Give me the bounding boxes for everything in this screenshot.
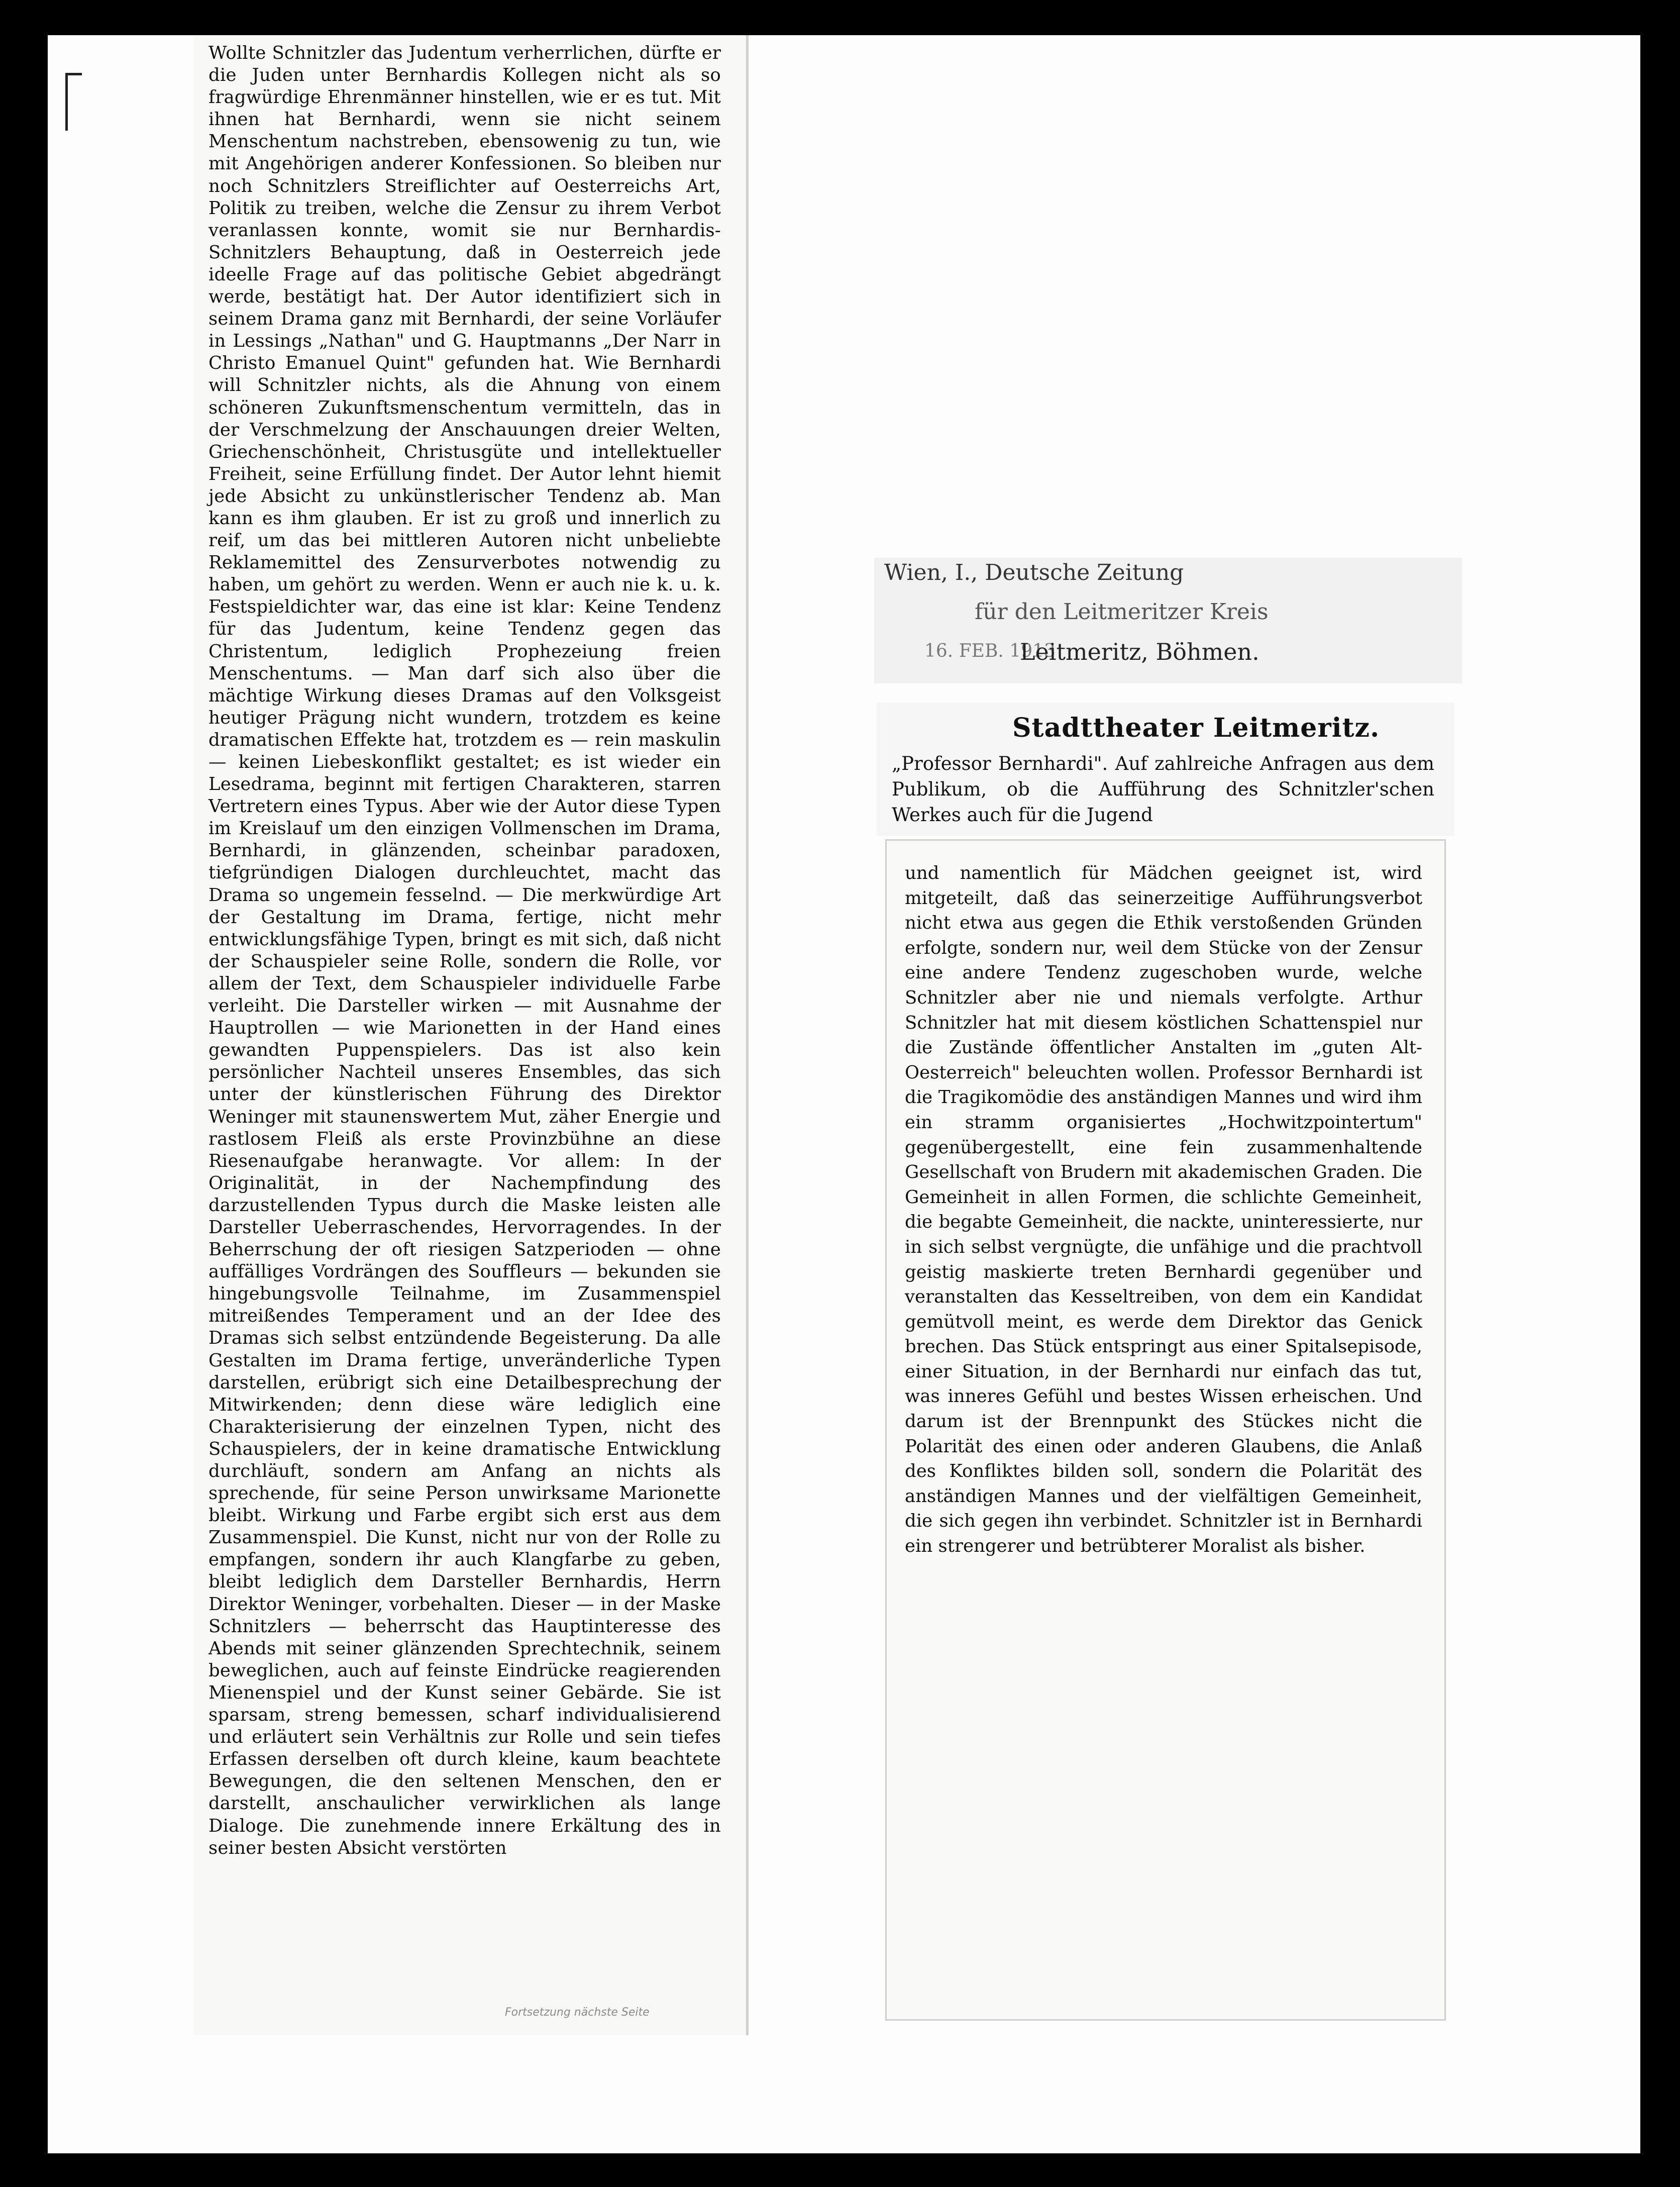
right-clipping-top	[877, 703, 1454, 836]
left-clipping	[193, 35, 749, 2035]
crop-corner-mark	[65, 73, 82, 131]
article-heading: Stadttheater Leitmeritz.	[1012, 713, 1380, 743]
right-clipping-body	[885, 839, 1446, 2021]
stamp-line-3: Leitmeritz, Böhmen.	[1020, 638, 1259, 665]
stamp-line-2: für den Leitmeritzer Kreis	[975, 599, 1269, 625]
stamp-date: 16. FEB. 1913	[924, 641, 1056, 661]
left-column-text: Wollte Schnitzler das Judentum verherrlichen, dürfte er die Juden unter Bernhardis Kollegen nicht als so fragwürdige Ehrenmänner hinstellen, wie er es tut. Mit ihnen hat Bernhardi, wenn sie nicht seinem Menschentum nachstreben, ebensowenig zu tun, wie mit Angehörigen anderer Konfessionen. So bleiben nur noch Schnitzlers Streiflichter auf Oesterreichs Art, Politik zu treiben, welche die Zensur zu ihrem Verbot veranlassen konnte, womit sie nur Bernhardis-Schnitzlers Behauptung, daß in Oesterreich jede ideelle Frage auf das politische Gebiet abgedrängt werde, bestätigt hat. Der Autor identifiziert sich in seinem Drama ganz mit Bernhardi, der seine Vorläufer in Lessings „Nathan" und G. Hauptmanns „Der Narr in Christo Emanuel Quint" gefunden hat. Wie Bernhardi will Schnitzler nichts, als die Ahnung von einem schöneren Zukunftsmenschentum vermitteln, das in der Verschmelzung der Anschauungen dreier Welten, Griechenschönheit, Christusgüte und intellektueller Freiheit, seine Erfüllung findet. Der Autor lehnt hiemit jede Absicht zu unkünstlerischer Tendenz ab. Man kann es ihm glauben. Er ist zu groß und innerlich zu reif, um das bei mittleren Autoren nicht unbeliebte Reklamemittel des Zensurverbotes notwendig zu haben, um gehört zu werden. Wenn er auch nie k. u. k. Festspieldichter war, das eine ist klar: Keine Tendenz für das Judentum, keine Tendenz gegen das Christentum, lediglich Prophezeiung freien Menschentums. — Man darf sich also über die mächtige Wirkung dieses Dramas auf den Volksgeist heutiger Prägung nicht wundern, trotzdem es keine dramatischen Effekte hat, trotzdem es — rein maskulin — keinen Liebeskonflikt gestaltet; es ist wieder ein Lesedrama, beginnt mit fertigen Charakteren, starren Vertretern eines Typus. Aber wie der Autor diese Typen im Kreislauf um den einzigen Vollmenschen im Drama, Bernhardi, in glänzenden, scheinbar paradoxen, tiefgründigen Dialogen durchleuchtet, macht das Drama so ungemein fesselnd. — Die merkwürdige Art der Gestaltung im Drama, fertige, nicht mehr entwicklungsfähige Typen, bringt es mit sich, daß nicht der Schauspieler seine Rolle, sondern die Rolle, vor allem der Text, dem Schauspieler individuelle Farbe verleiht. Die Darsteller wirken — mit Ausnahme der Hauptrollen — wie Marionetten in der Hand eines gewandten Puppenspielers. Das ist also kein persönlicher Nachteil unseres Ensembles, das sich unter der künstlerischen Führung des Direktor Weninger mit staunenswertem Mut, zäher Energie und rastlosem Fleiß als erste Provinzbühne an diese Riesenaufgabe heranwagte. Vor allem: In der Originalität, in der Nachempfindung des darzustellenden Typus durch die Maske leisten alle Darsteller Ueberraschendes, Hervorragendes. In der Beherrschung der oft riesigen Satzperioden — ohne auffälliges Vordrängen des Souffleurs — bekunden sie hingebungsvolle Teilnahme, im Zusammenspiel mitreißendes Temperament und an der Idee des Dramas sich selbst entzündende Begeisterung. Da alle Gestalten im Drama fertige, unveränderliche Typen darstellen, erübrigt sich eine Detailbesprechung der Mitwirkenden; denn diese wäre lediglich eine Charakterisierung der einzelnen Typen, nicht des Schauspielers, der in keine dramatische Entwicklung durchläuft, sondern am Anfang an nichts als sprechende, für seine Person unwirksame Marionette bleibt. Wirkung und Farbe ergibt sich erst aus dem Zusammenspiel. Die Kunst, nicht nur von der Rolle zu empfangen, sondern ihr auch Klangfarbe zu geben, bleibt lediglich dem Darsteller Bernhardis, Herrn Direktor Weninger, vorbehalten. Dieser — in der Maske Schnitzlers — beherrscht das Hauptinteresse des Abends mit seiner glänzenden Sprechtechnik, seinem beweglichen, auch auf feinste Eindrücke reagierenden Mienenspiel und der Kunst seiner Gebärde. Sie ist sparsam, streng bemessen, scharf individualisierend und erläutert sein Verhältnis zur Rolle und sein tiefes Erfassen derselben oft durch kleine, kaum beachtete Bewegungen, die den seltenen Menschen, den er darstellt, anschaulicher verwirklichen als lange Dialoge. Die zunehmende innere Erkältung des in seiner besten Absicht verstörten	[208, 43, 721, 1858]
pencil-note: Fortsetzung nächste Seite	[505, 2006, 650, 2019]
stamp-line-1: Wien, I., Deutsche Zeitung	[884, 560, 1184, 585]
newspaper-stamp	[874, 558, 1462, 683]
article-intro: „Professor Bernhardi". Auf zahlreiche Anfragen aus dem Publikum, ob die Aufführung des Schnitzler'schen Werkes auch für die Jugend	[892, 753, 1434, 826]
article-body: und namentlich für Mädchen geeignet ist, wird mitgeteilt, daß das seinerzeitige Aufführungsverbot nicht etwa aus gegen die Ethik verstoßenden Gründen erfolgte, sondern nur, weil dem Stücke von der Zensur eine andere Tendenz zugeschoben wurde, welche Schnitzler aber nie und niemals verfolgte. Arthur Schnitzler hat mit diesem köstlichen Schattenspiel nur die Zustände öffentlicher Anstalten im „guten Alt-Oesterreich" beleuchten wollen. Professor Bernhardi ist die Tragikomödie des anständigen Mannes und wird ihm ein stramm organisiertes „Hochwitzpointertum" gegenübergestellt, eine fein zusammenhaltende Gesellschaft von Brudern mit akademischen Graden. Die Gemeinheit in allen Formen, die schlichte Gemeinheit, die begabte Gemeinheit, die nackte, uninteressierte, nur in sich selbst vergnügte, die unfähige und die prachtvoll geistig maskierte treten Bernhardi gegenüber und veranstalten das Kesseltreiben, von dem ein Kandidat gemütvoll meint, es werde dem Direktor das Genick brechen. Das Stück entspringt aus einer Spitalsepisode, einer Situation, in der Bernhardi nur einfach das tut, was inneres Gefühl und bestes Wissen erheischen. Und darum ist der Brennpunkt des Stückes nicht die Polarität des einen oder anderen Glaubens, die Anlaß des Konfliktes bilden soll, sondern die Polarität des anständigen Mannes und der vielfältigen Gemeinheit, die sich gegen ihn verbindet. Schnitzler ist in Bernhardi ein strengerer und betrübterer Moralist als bisher.	[905, 863, 1422, 1557]
